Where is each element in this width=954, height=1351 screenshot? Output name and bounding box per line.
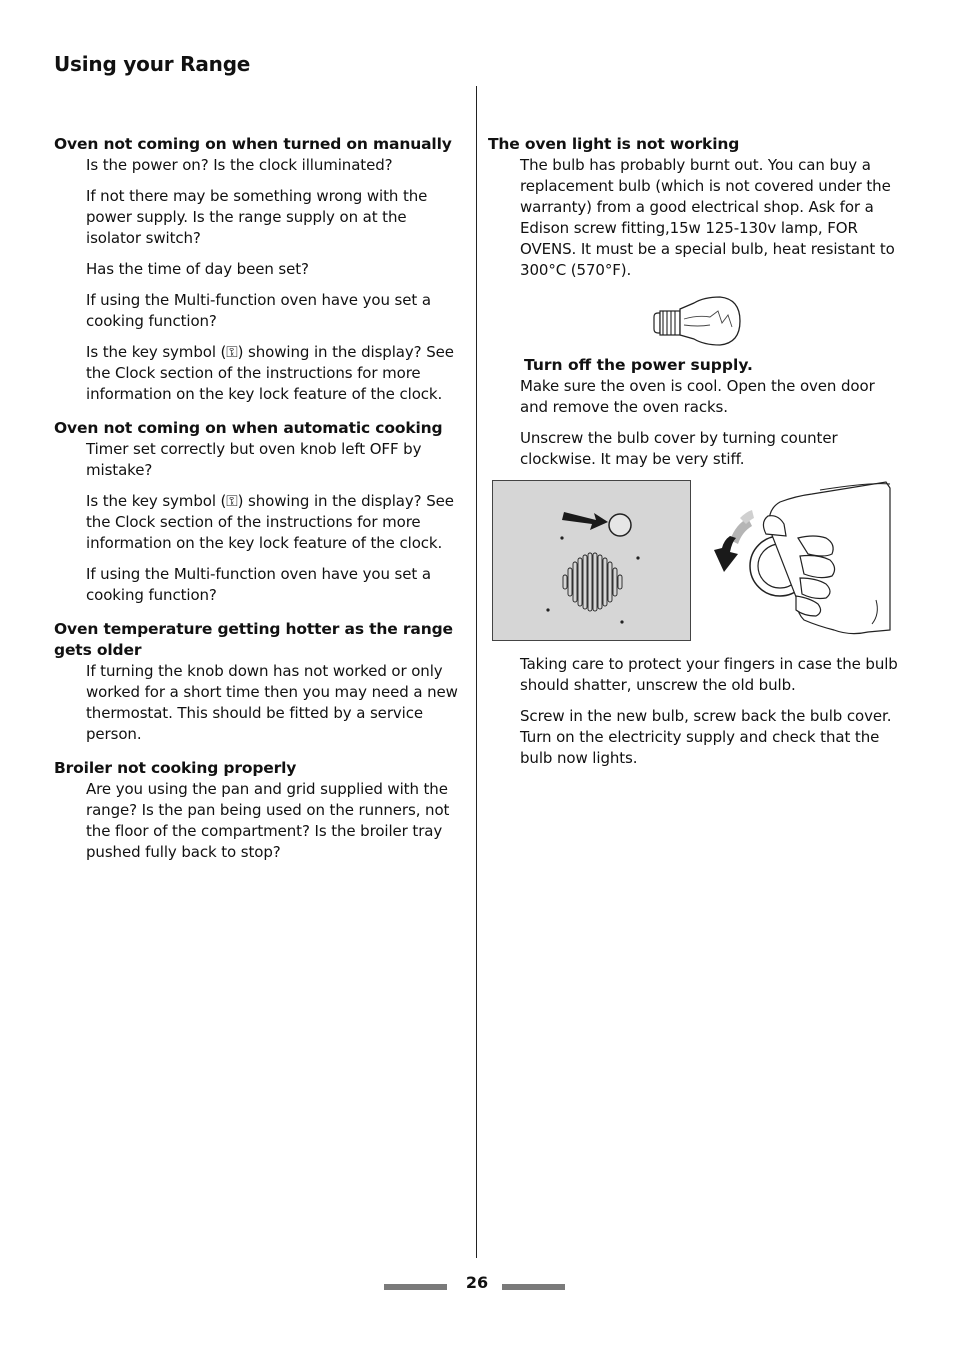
paragraph: Are you using the pan and grid supplied with the range? Is the pan being used on the runners, not the floor of the compartment? Is the broiler tray pushed fully back to stop? [86,780,450,861]
column-divider [476,86,477,1258]
paragraph: Taking care to protect your fingers in case the bulb should shatter, unscrew the old bulb. [520,655,898,694]
hand-unscrew-illustration [700,480,892,642]
paragraph: Screw in the new bulb, screw back the bulb cover. Turn on the electricity supply and check that the bulb now lights. [520,707,892,767]
paragraph: If not there may be something wrong with the power supply. Is the range supply on at the isolator switch? [86,187,428,247]
footer-bar-left [384,1284,447,1290]
paragraph: Is the power on? Is the clock illuminated? [86,156,393,174]
heading-broiler-not-cooking: Broiler not cooking properly [54,759,297,777]
heading-oven-temperature-hotter: Oven temperature getting hotter as the range gets older [54,620,453,659]
footer-bar-right [502,1284,565,1290]
heading-oven-light: The oven light is not working [488,135,740,153]
light-bulb-icon [648,291,900,349]
paragraph: Timer set correctly but oven knob left OFF by mistake? [86,440,422,479]
arrow-counterclockwise-icon [714,510,754,572]
subheading-power-off: Turn off the power supply. [524,356,753,374]
paragraph: Is the key symbol (⚿) showing in the display? See the Clock section of the instructions for more information on the key lock feature of the clock. [86,492,454,552]
left-column [54,134,466,873]
paragraph: If using the Multi-function oven have you set a cooking function? [86,565,431,604]
page-number: 26 [465,1273,489,1292]
bulb-replacement-figure [492,480,900,644]
oven-panel-illustration [492,480,692,642]
page-title: Using your Range [54,52,251,76]
paragraph: The bulb has probably burnt out. You can buy a replacement bulb (which is not covered under the warranty) from a good electrical shop. Ask for a Edison screw fitting,15w 125-130v lamp, FOR OVENS. It must be a special bulb, heat resistant to 300°C (570°F). [520,156,895,279]
right-column [488,134,900,779]
paragraph: Has the time of day been set? [86,260,309,278]
paragraph: If turning the knob down has not worked or only worked for a short time then you may need a new thermostat. This should be fitted by a service person. [86,662,458,743]
paragraph: If using the Multi-function oven have you set a cooking function? [86,291,431,330]
paragraph: Unscrew the bulb cover by turning counter clockwise. It may be very stiff. [520,429,838,468]
heading-oven-not-on-manual: Oven not coming on when turned on manually [54,135,452,153]
paragraph: Is the key symbol (⚿) showing in the display? See the Clock section of the instructions for more information on the key lock feature of the clock. [86,343,454,403]
heading-oven-not-on-automatic: Oven not coming on when automatic cooking [54,419,443,437]
paragraph: Make sure the oven is cool. Open the oven door and remove the oven racks. [520,377,875,416]
